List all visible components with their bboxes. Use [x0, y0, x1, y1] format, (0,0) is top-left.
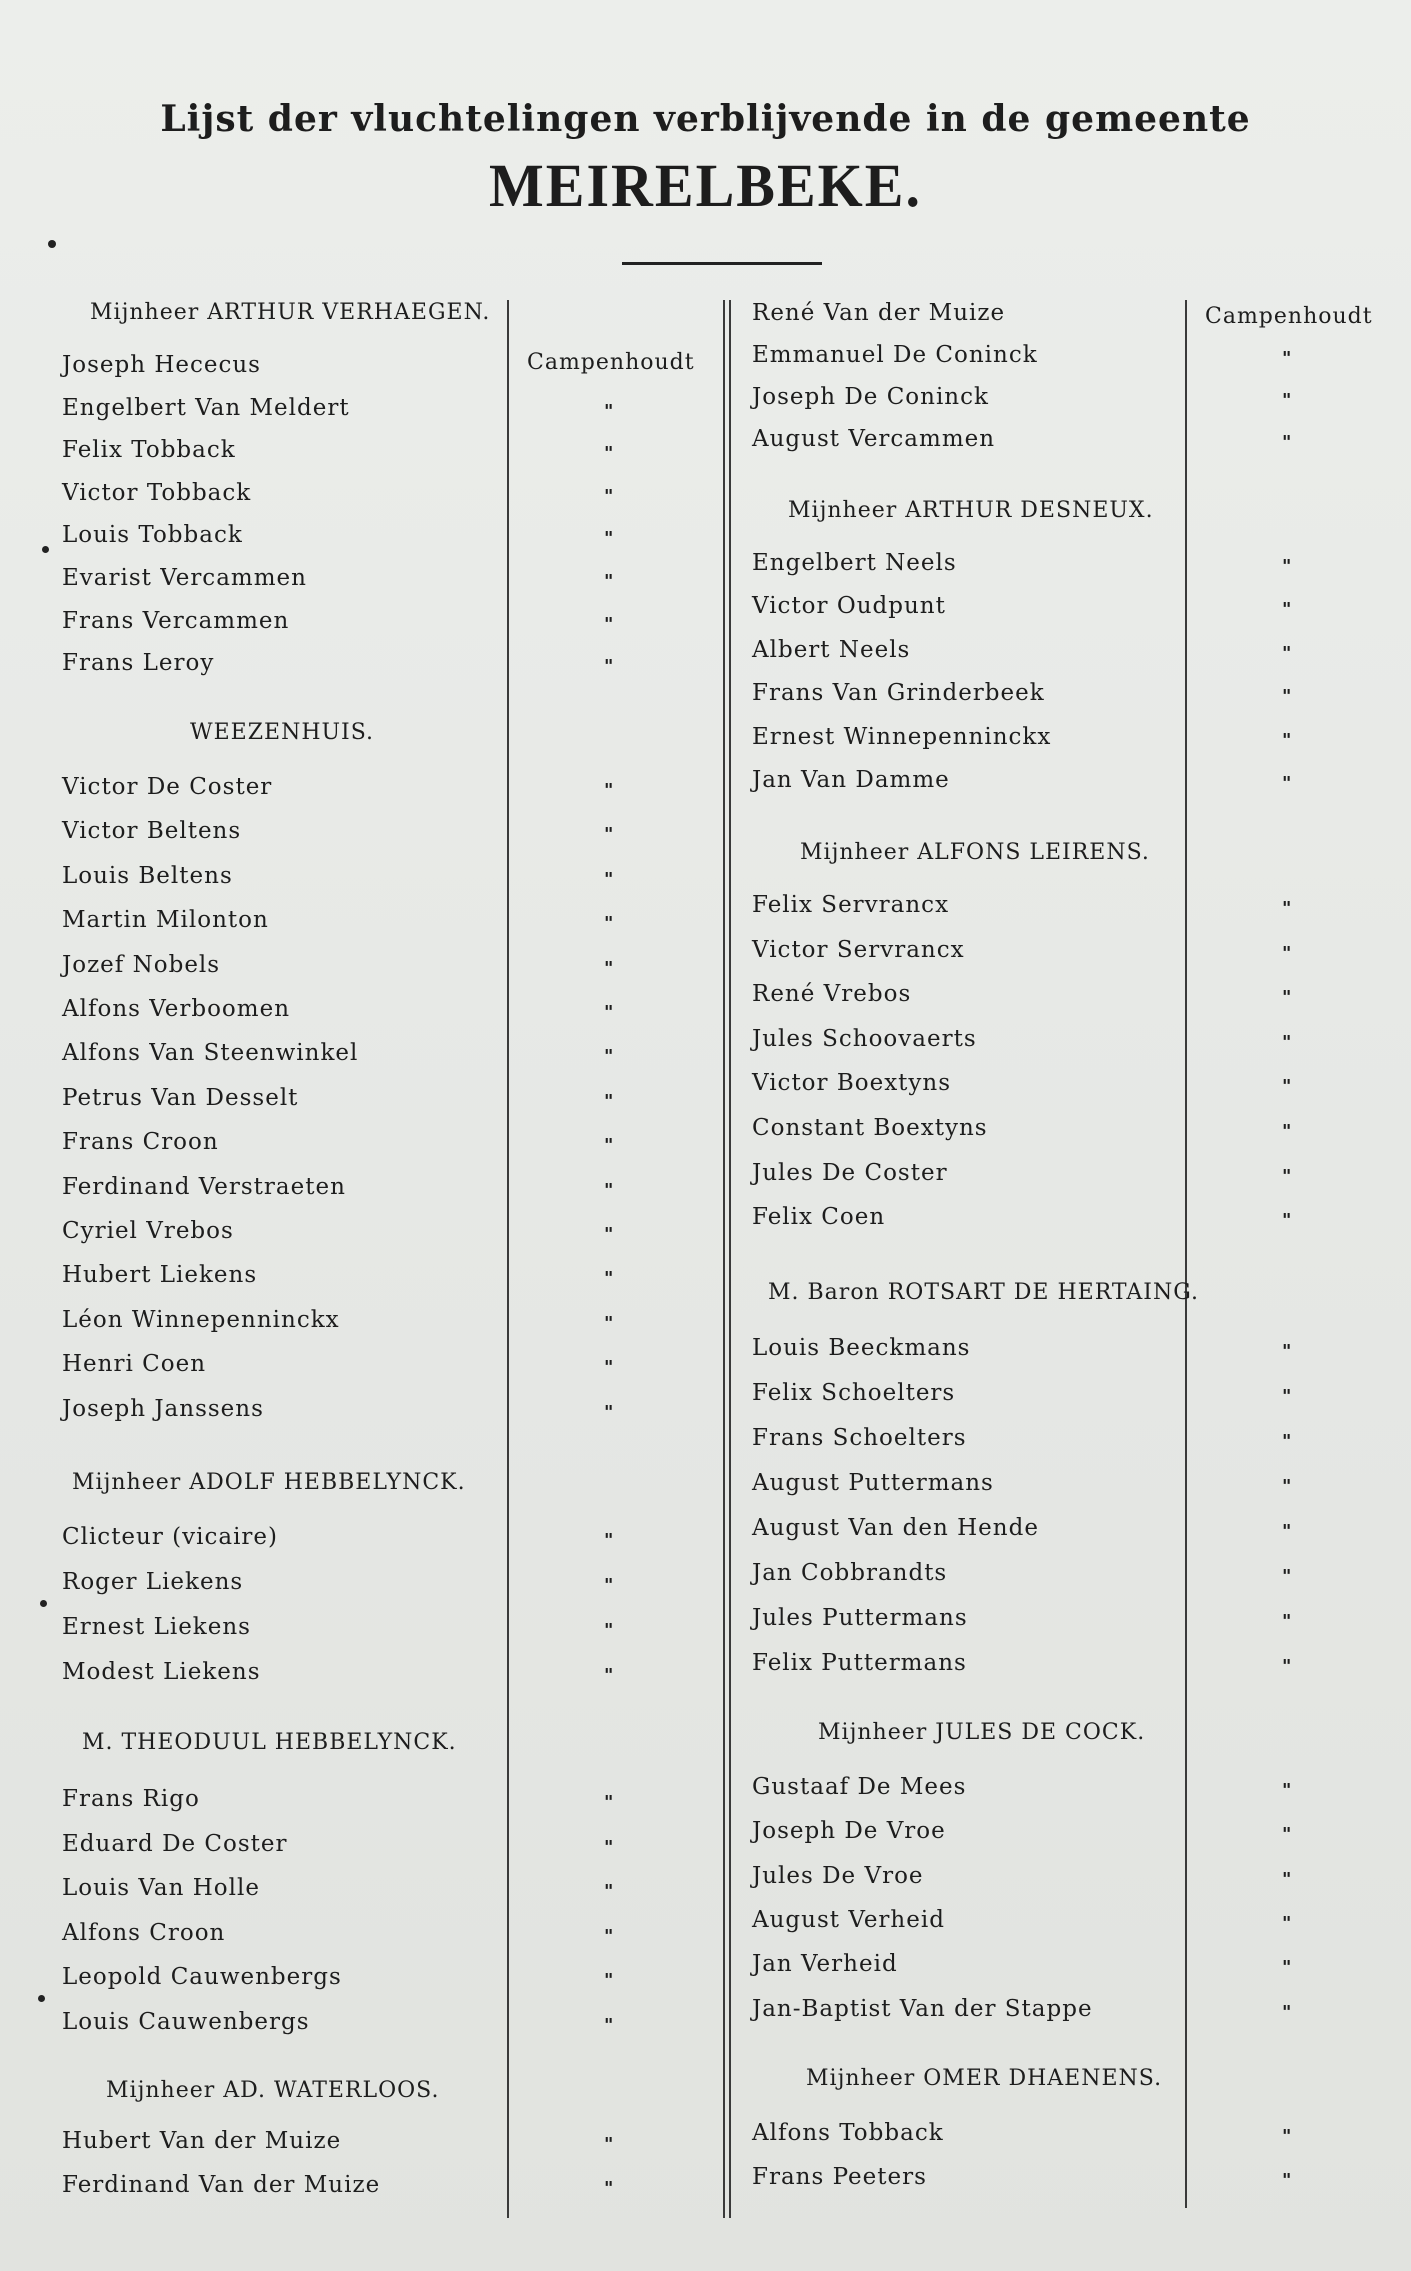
title-line: Lijst der vluchtelingen verblijvende in de gemeente — [160, 98, 1251, 140]
refugee-name: Martin Milonton — [62, 907, 269, 934]
refugee-name: Victor Oudpunt — [752, 593, 946, 620]
ink-mark — [38, 1995, 45, 2002]
ditto-mark: " — [1282, 898, 1292, 919]
refugee-name: Frans Rigo — [62, 1786, 200, 1812]
refugee-name: Clicteur (vicaire) — [62, 1524, 279, 1550]
refugee-name: Jules De Coster — [752, 1159, 948, 1186]
ditto-mark: " — [604, 1925, 614, 1947]
ditto-mark: " — [604, 1312, 614, 1334]
refugee-name: Louis Tobback — [62, 522, 243, 549]
refugee-name: Frans Leroy — [62, 650, 215, 677]
refugee-name: Frans Peeters — [752, 2164, 927, 2190]
refugee-name: Louis Beeckmans — [752, 1335, 971, 1361]
ditto-mark: " — [1282, 729, 1292, 751]
refugee-name: Felix Servrancx — [752, 892, 950, 918]
refugee-name: Felix Schoelters — [752, 1380, 956, 1406]
refugee-name: Jules Schoovaerts — [752, 1025, 977, 1052]
refugee-name: Felix Coen — [752, 1204, 886, 1231]
refugee-name: Victor Servrancx — [752, 936, 965, 963]
refugee-name: Victor Beltens — [62, 818, 242, 845]
ditto-mark: " — [604, 571, 614, 592]
ditto-mark: " — [1282, 1121, 1292, 1142]
refugee-name: Joseph Hececus — [62, 352, 261, 378]
ditto-mark: " — [604, 1881, 614, 1903]
ditto-mark: " — [604, 1179, 614, 1201]
ditto-mark: " — [604, 1792, 614, 1813]
ditto-mark: " — [1282, 432, 1292, 453]
refugee-name: Victor De Coster — [62, 774, 273, 800]
refugee-name: August Vercammen — [752, 426, 996, 452]
ditto-mark: " — [1282, 2170, 1292, 2191]
ditto-mark: " — [604, 613, 614, 635]
ditto-mark: " — [1282, 1031, 1292, 1053]
refugee-name: Alfons Tobback — [752, 2120, 944, 2146]
refugee-name: Jan Van Damme — [752, 767, 950, 793]
ditto-mark: " — [1282, 1521, 1292, 1542]
ditto-mark: " — [604, 1357, 614, 1379]
refugee-name: Frans Van Grinderbeek — [752, 680, 1045, 707]
ditto-mark: " — [1282, 1957, 1292, 1979]
ditto-mark: " — [1282, 348, 1292, 369]
ditto-mark: " — [604, 1135, 614, 1157]
refugee-name: Frans Schoelters — [752, 1425, 967, 1451]
ditto-mark: " — [604, 2015, 614, 2036]
ditto-mark: " — [1282, 1566, 1292, 1587]
refugee-name: Jan-Baptist Van der Stappe — [752, 1995, 1093, 2022]
ditto-mark: " — [1282, 686, 1292, 708]
refugee-name: Jozef Nobels — [62, 951, 221, 978]
refugee-name: Ferdinand Verstraeten — [62, 1173, 346, 1200]
ditto-mark: " — [1282, 942, 1292, 964]
ditto-mark: " — [1282, 773, 1292, 794]
ink-mark — [42, 546, 49, 553]
ditto-mark: " — [1282, 1656, 1292, 1677]
title-municipality: MEIRELBEKE. — [489, 151, 922, 220]
refugee-name: Frans Croon — [62, 1129, 219, 1156]
ditto-mark: " — [1282, 1476, 1292, 1497]
refugee-name: Joseph Janssens — [62, 1395, 264, 1422]
ditto-mark: " — [604, 1268, 614, 1290]
ditto-mark: " — [604, 1836, 614, 1858]
ditto-mark: " — [1282, 1780, 1292, 1801]
refugee-name: Léon Winnepenninckx — [62, 1306, 340, 1333]
ditto-mark: " — [604, 656, 614, 678]
ditto-mark: " — [1282, 599, 1292, 621]
section-heading: Mijnheer JULES DE COCK. — [818, 1720, 1146, 1745]
ditto-mark: " — [604, 1970, 614, 1992]
ditto-mark: " — [604, 868, 614, 890]
ditto-mark: " — [604, 528, 614, 550]
refugee-name: Louis Van Holle — [62, 1875, 260, 1902]
ditto-mark: " — [604, 1090, 614, 1112]
ink-mark — [40, 1600, 47, 1607]
ditto-mark: " — [1282, 1824, 1292, 1846]
section-heading: WEEZENHUIS. — [190, 720, 375, 745]
ditto-mark: " — [1282, 1611, 1292, 1632]
ditto-mark: " — [604, 485, 614, 507]
ditto-mark: " — [1282, 987, 1292, 1009]
refugee-name: Engelbert Van Meldert — [62, 394, 350, 421]
ditto-mark: " — [1282, 1431, 1292, 1452]
refugee-name: Leopold Cauwenbergs — [62, 1964, 342, 1991]
refugee-name: Ernest Liekens — [62, 1614, 251, 1640]
ditto-mark: " — [604, 2134, 614, 2155]
ditto-mark: " — [604, 1575, 614, 1596]
ditto-mark: " — [1282, 556, 1292, 577]
refugee-name: Constant Boextyns — [752, 1115, 988, 1141]
refugee-name: Jules Puttermans — [752, 1605, 968, 1631]
ditto-mark: " — [1282, 2126, 1292, 2147]
refugee-name: Frans Vercammen — [62, 607, 290, 634]
section-heading: Mijnheer ADOLF HEBBELYNCK. — [72, 1470, 466, 1495]
ditto-mark: " — [1282, 1868, 1292, 1890]
ditto-mark: " — [604, 780, 614, 801]
refugee-name: Louis Cauwenbergs — [62, 2009, 310, 2035]
refugee-name: Felix Puttermans — [752, 1650, 967, 1676]
ditto-mark: " — [604, 1224, 614, 1245]
ditto-mark: " — [1282, 642, 1292, 664]
ditto-mark: " — [1282, 1386, 1292, 1407]
ditto-mark: " — [1282, 2001, 1292, 2023]
ditto-mark: " — [1282, 1210, 1292, 1232]
refugee-name: Roger Liekens — [62, 1569, 244, 1595]
ditto-mark: " — [604, 1620, 614, 1641]
refugee-name: Alfons Croon — [62, 1919, 226, 1946]
section-heading: M. Baron ROTSART DE HERTAING. — [768, 1280, 1199, 1305]
refugee-name: Engelbert Neels — [752, 550, 957, 576]
refugee-name: Hubert Liekens — [62, 1262, 258, 1289]
refugee-name: Alfons Verboomen — [62, 996, 291, 1022]
refugee-name: Alfons Van Steenwinkel — [62, 1040, 359, 1067]
ditto-mark: " — [604, 1530, 614, 1551]
refugee-name: Eduard De Coster — [62, 1830, 288, 1857]
section-heading: Mijnheer OMER DHAENENS. — [806, 2066, 1163, 2091]
ditto-mark: " — [604, 2178, 614, 2199]
refugee-name: August Puttermans — [752, 1470, 994, 1496]
refugee-name: Hubert Van der Muize — [62, 2128, 342, 2154]
refugee-name: Jules De Vroe — [752, 1862, 924, 1889]
ditto-mark: " — [604, 957, 614, 979]
refugee-name: Victor Tobback — [62, 479, 252, 506]
ditto-mark: " — [1282, 1341, 1292, 1362]
refugee-name: Joseph De Vroe — [752, 1818, 946, 1845]
refugee-name: Gustaaf De Mees — [752, 1774, 967, 1800]
refugee-name: Felix Tobback — [62, 437, 236, 464]
place-campenhoudt: Campenhoudt — [1205, 304, 1373, 329]
refugee-name: Ernest Winnepenninckx — [752, 723, 1052, 750]
ditto-mark: " — [604, 1401, 614, 1423]
ditto-mark: " — [604, 1002, 614, 1023]
refugee-name: Evarist Vercammen — [62, 565, 307, 591]
refugee-name: August Van den Hende — [752, 1515, 1039, 1541]
refugee-name: Jan Verheid — [752, 1951, 898, 1978]
ditto-mark: " — [1282, 1912, 1292, 1934]
refugee-name: August Verheid — [752, 1906, 945, 1933]
refugee-name: Petrus Van Desselt — [62, 1084, 299, 1111]
section-heading: Mijnheer ALFONS LEIRENS. — [800, 840, 1150, 865]
section-heading: Mijnheer ARTHUR DESNEUX. — [788, 498, 1154, 523]
section-heading: Mijnheer AD. WATERLOOS. — [106, 2078, 440, 2103]
ditto-mark: " — [604, 443, 614, 465]
ditto-mark: " — [604, 1046, 614, 1068]
ditto-mark: " — [604, 400, 614, 422]
section-heading: Mijnheer ARTHUR VERHAEGEN. — [90, 300, 491, 325]
refugee-name: Henri Coen — [62, 1351, 207, 1378]
refugee-name: Albert Neels — [752, 636, 911, 663]
ditto-mark: " — [1282, 390, 1292, 411]
refugee-name: René Vrebos — [752, 981, 912, 1008]
refugee-name: Cyriel Vrebos — [62, 1218, 234, 1244]
ink-mark — [48, 240, 56, 248]
refugee-name: Victor Boextyns — [752, 1070, 952, 1097]
refugee-name: Modest Liekens — [62, 1659, 261, 1685]
ditto-mark: " — [604, 1665, 614, 1686]
refugee-name: Joseph De Coninck — [752, 384, 989, 410]
refugee-name: Emmanuel De Coninck — [752, 342, 1038, 368]
section-heading: M. THEODUUL HEBBELYNCK. — [82, 1730, 457, 1755]
place-campenhoudt: Campenhoudt — [527, 350, 695, 375]
ditto-mark: " — [1282, 1076, 1292, 1098]
ditto-mark: " — [604, 824, 614, 846]
refugee-name: René Van der Muize — [752, 300, 1006, 326]
refugee-name: Louis Beltens — [62, 862, 233, 889]
refugee-name: Ferdinand Van der Muize — [62, 2172, 381, 2198]
refugee-name: Jan Cobbrandts — [752, 1560, 948, 1586]
ditto-mark: " — [1282, 1165, 1292, 1187]
ditto-mark: " — [604, 913, 614, 935]
